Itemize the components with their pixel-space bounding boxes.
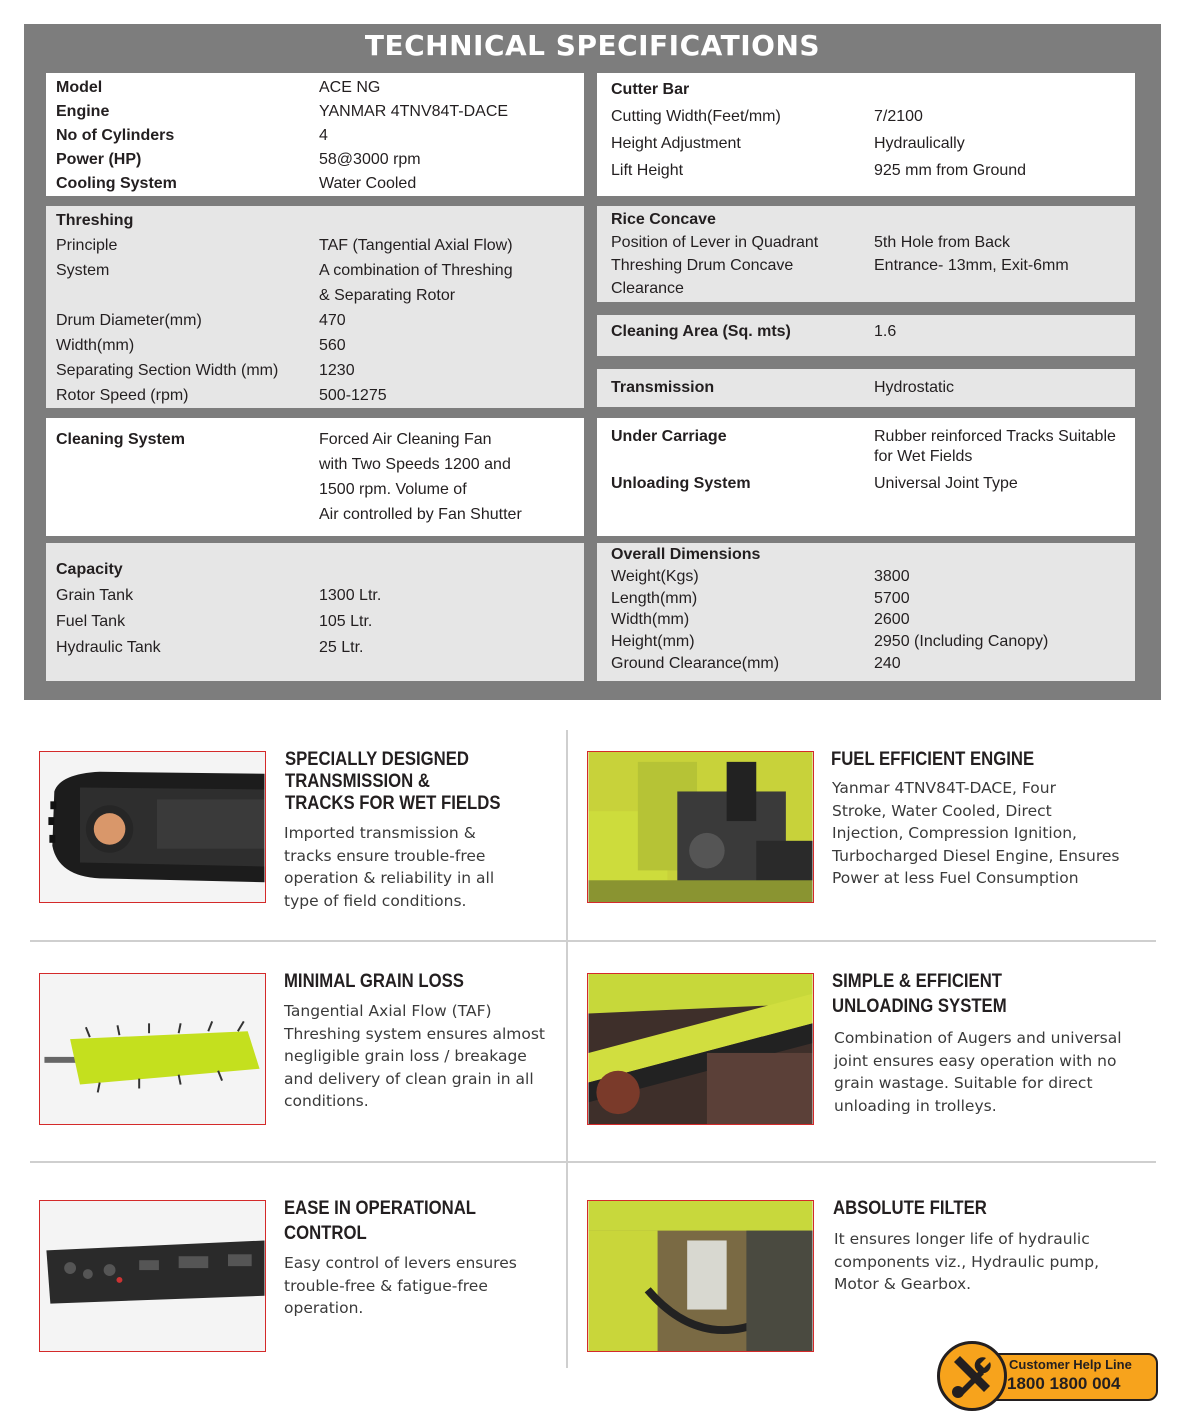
spec-row xyxy=(56,258,574,283)
spec-row xyxy=(611,376,1121,400)
dimensions-block xyxy=(597,543,1135,681)
spec-label: Rotor Speed (rpm) xyxy=(56,387,189,404)
spec-value: Entrance- 13mm, Exit-6mm xyxy=(874,257,1069,274)
filter-illustration xyxy=(588,1201,813,1351)
spec-row xyxy=(56,76,574,100)
spec-label: Transmission xyxy=(611,379,715,396)
spec-value: 5700 xyxy=(874,589,910,607)
spec-row xyxy=(56,427,574,527)
text-line: trouble-free & fatigue-free xyxy=(284,1276,488,1295)
spec-label: Height Adjustment xyxy=(611,135,741,152)
spec-label: Width(mm) xyxy=(611,611,690,629)
engine-image xyxy=(587,751,814,903)
feature-title xyxy=(831,749,1034,771)
feature-text xyxy=(284,1000,545,1113)
spec-row xyxy=(611,474,1121,494)
threshing-block xyxy=(46,206,584,408)
spec-row xyxy=(56,609,574,635)
dimensions-heading: Overall Dimensions xyxy=(611,546,761,563)
filter-image xyxy=(587,1200,814,1352)
spec-row xyxy=(611,427,1121,467)
feature-text xyxy=(834,1228,1099,1296)
spec-label: Cleaning Area (Sq. mts) xyxy=(611,323,791,340)
rice-concave-block xyxy=(597,206,1135,302)
title-line: CONTROL xyxy=(284,1223,367,1244)
feature-title xyxy=(285,749,501,815)
column-divider xyxy=(566,730,568,1368)
spec-row xyxy=(56,358,574,383)
text-line: components viz., Hydraulic pump, xyxy=(834,1252,1100,1271)
spec-label: Weight(Kgs) xyxy=(611,567,699,585)
spec-label: Cleaning System xyxy=(56,431,185,448)
text-line: Easy control of levers ensures xyxy=(284,1254,517,1272)
spec-value: 925 mm from Ground xyxy=(874,162,1027,179)
spec-label: Principle xyxy=(56,237,118,254)
row-divider xyxy=(30,940,1156,942)
text-line: Imported transmission & xyxy=(284,824,476,842)
feature-title xyxy=(833,1198,987,1220)
spec-row xyxy=(56,233,574,258)
spec-row xyxy=(56,635,574,661)
spec-value: Universal Joint Type xyxy=(874,475,1018,492)
spec-value: 4 xyxy=(319,127,328,144)
text-line: Tangential Axial Flow (TAF) xyxy=(284,1002,492,1020)
spec-value: 3800 xyxy=(874,567,910,585)
spec-label: Unloading System xyxy=(611,475,751,492)
cleaning-line: 1500 rpm. Volume of xyxy=(319,481,467,498)
spec-label: No of Cylinders xyxy=(56,127,175,144)
spec-value: 25 Ltr. xyxy=(319,639,364,656)
text-line: unloading in trolleys. xyxy=(834,1096,997,1115)
spec-row xyxy=(56,333,574,358)
spec-value: 500-1275 xyxy=(319,387,387,404)
spec-value: 2950 (Including Canopy) xyxy=(874,633,1049,651)
spec-label: Engine xyxy=(56,103,110,120)
spec-row xyxy=(56,124,574,148)
cleaning-line: Forced Air Cleaning Fan xyxy=(319,431,492,448)
spec-value: 1230 xyxy=(319,362,355,379)
spec-label: Under Carriage xyxy=(611,428,727,445)
spec-row xyxy=(611,320,1121,344)
text-line: Stroke, Water Cooled, Direct xyxy=(832,801,1052,820)
spec-value: A combination of Threshing xyxy=(319,262,513,279)
text-line: Injection, Compression Ignition, xyxy=(832,824,1077,842)
text-line: operation & reliability in all xyxy=(284,869,495,887)
help-line-badge[interactable] xyxy=(937,1341,1160,1411)
tracks-image xyxy=(39,751,266,903)
spec-value: 240 xyxy=(874,654,901,672)
spec-value: 2600 xyxy=(874,611,910,629)
spec-value: 1.6 xyxy=(874,323,897,340)
spec-label: System xyxy=(56,262,110,279)
text-line: conditions. xyxy=(284,1092,369,1110)
spec-row xyxy=(56,383,574,408)
spec-value: ACE NG xyxy=(319,79,381,96)
cutter-bar-heading: Cutter Bar xyxy=(611,81,690,98)
text-line: Yanmar 4TNV84T-DACE, Four xyxy=(832,779,1056,797)
rotor-illustration xyxy=(40,974,265,1124)
spec-row xyxy=(611,588,1121,610)
rotor-image xyxy=(39,973,266,1125)
spec-value: 58@3000 rpm xyxy=(319,151,421,168)
spec-row xyxy=(611,653,1121,675)
text-line: tracks ensure trouble-free xyxy=(284,846,486,865)
spec-label: Threshing Drum Concave xyxy=(611,257,794,274)
title-line: UNLOADING SYSTEM xyxy=(832,996,1007,1017)
spec-row xyxy=(611,609,1121,631)
tools-icon xyxy=(940,1344,1004,1408)
text-line: type of field conditions. xyxy=(284,891,467,910)
spec-value: 560 xyxy=(319,337,346,354)
spec-row xyxy=(56,308,574,333)
spec-row xyxy=(56,148,574,172)
title-line: EASE IN OPERATIONAL xyxy=(284,1198,476,1219)
threshing-heading: Threshing xyxy=(56,212,134,229)
spec-row xyxy=(611,130,1121,157)
spec-value xyxy=(874,427,1121,467)
cleaning-area-block xyxy=(597,315,1135,356)
spec-label: Position of Lever in Quadrant xyxy=(611,234,819,251)
spec-label: Lift Height xyxy=(611,162,684,179)
spec-label: Fuel Tank xyxy=(56,613,126,630)
text-line: It ensures longer life of hydraulic xyxy=(834,1230,1090,1248)
feature-text xyxy=(832,777,1119,890)
spec-label: Separating Section Width (mm) xyxy=(56,362,279,379)
title-line: MINIMAL GRAIN LOSS xyxy=(284,971,464,992)
spec-row xyxy=(56,583,574,609)
cleaning-system-block xyxy=(46,418,584,536)
spec-value: 5th Hole from Back xyxy=(874,234,1011,251)
rice-concave-heading: Rice Concave xyxy=(611,211,716,228)
spec-row xyxy=(56,283,574,308)
spec-row xyxy=(611,254,1121,277)
spec-value xyxy=(874,277,1121,300)
text-line: operation. xyxy=(284,1299,364,1317)
transmission-block xyxy=(597,369,1135,407)
spec-row xyxy=(611,566,1121,588)
spec-value: Water Cooled xyxy=(319,175,417,192)
help-line-label: Customer Help Line xyxy=(1009,1357,1132,1372)
row-divider xyxy=(30,1161,1156,1163)
spec-row xyxy=(611,157,1121,184)
feature-title xyxy=(832,971,1007,1018)
spec-label: Height(mm) xyxy=(611,633,695,651)
capacity-block xyxy=(46,543,584,681)
spec-value: 105 Ltr. xyxy=(319,613,373,630)
spec-label: Ground Clearance(mm) xyxy=(611,654,780,672)
unloading-illustration xyxy=(588,974,813,1124)
text-line: Turbocharged Diesel Engine, Ensures xyxy=(832,846,1120,865)
spec-value: 7/2100 xyxy=(874,108,923,125)
spec-value: & Separating Rotor xyxy=(319,287,456,304)
text-line: Power at less Fuel Consumption xyxy=(832,869,1079,887)
text-line: negligible grain loss / breakage xyxy=(284,1047,527,1065)
text-line: Threshing system ensures almost xyxy=(284,1024,545,1043)
spec-label: Length(mm) xyxy=(611,589,698,607)
engine-illustration xyxy=(588,752,813,902)
carriage-line: for Wet Fields xyxy=(874,448,973,465)
spec-row xyxy=(611,103,1121,130)
carriage-line: Rubber reinforced Tracks Suitable xyxy=(874,428,1116,445)
feature-title xyxy=(284,1198,476,1245)
spec-label: Drum Diameter(mm) xyxy=(56,312,202,329)
spec-value: TAF (Tangential Axial Flow) xyxy=(319,237,513,254)
capacity-heading: Capacity xyxy=(56,561,123,578)
controls-image xyxy=(39,1200,266,1352)
text-line: grain wastage. Suitable for direct xyxy=(834,1074,1093,1092)
spec-label: Hydraulic Tank xyxy=(56,639,161,656)
text-line: joint ensures easy operation with no xyxy=(834,1051,1117,1070)
spec-row xyxy=(611,277,1121,300)
spec-label: Grain Tank xyxy=(56,587,134,604)
title-line: SIMPLE & EFFICIENT xyxy=(832,971,1003,992)
spec-label: Cooling System xyxy=(56,175,177,192)
spec-label: Width(mm) xyxy=(56,337,135,354)
title-line: ABSOLUTE FILTER xyxy=(833,1198,987,1219)
unloading-image xyxy=(587,973,814,1125)
cleaning-line: Air controlled by Fan Shutter xyxy=(319,506,522,523)
spec-value: YANMAR 4TNV84T-DACE xyxy=(319,103,509,120)
spec-label xyxy=(56,283,319,308)
carriage-block xyxy=(597,418,1135,536)
feature-text xyxy=(284,822,494,912)
spec-label: Cutting Width(Feet/mm) xyxy=(611,108,781,125)
help-line-circle xyxy=(937,1341,1007,1411)
help-line-number[interactable]: 1800 1800 004 xyxy=(1007,1374,1121,1393)
feature-text xyxy=(834,1027,1122,1117)
cutter-bar-block xyxy=(597,73,1135,196)
engine-block xyxy=(46,73,584,196)
title-line: TRANSMISSION & xyxy=(285,771,430,792)
spec-value xyxy=(319,427,574,527)
feature-title xyxy=(284,971,464,993)
spec-row xyxy=(56,100,574,124)
title-line: TRACKS FOR WET FIELDS xyxy=(285,793,501,814)
text-line: Motor & Gearbox. xyxy=(834,1275,972,1293)
spec-value: Hydrostatic xyxy=(874,379,955,396)
spec-title: TECHNICAL SPECIFICATIONS xyxy=(364,29,821,62)
title-line: FUEL EFFICIENT ENGINE xyxy=(831,749,1035,770)
cleaning-line: with Two Speeds 1200 and xyxy=(319,456,511,473)
spec-label: Power (HP) xyxy=(56,151,142,168)
text-line: Combination of Augers and universal xyxy=(834,1029,1122,1047)
spec-row xyxy=(56,172,574,196)
text-line: and delivery of clean grain in all xyxy=(284,1069,534,1088)
title-line: SPECIALLY DESIGNED xyxy=(285,749,469,770)
controls-illustration xyxy=(40,1201,265,1351)
feature-text xyxy=(284,1252,517,1320)
spec-value: Hydraulically xyxy=(874,135,965,152)
spec-label: Model xyxy=(56,79,103,96)
spec-row xyxy=(611,231,1121,254)
spec-value: 470 xyxy=(319,312,346,329)
spec-label: Clearance xyxy=(611,280,684,297)
tracks-illustration xyxy=(40,752,265,902)
spec-value: 1300 Ltr. xyxy=(319,587,382,604)
spec-row xyxy=(611,631,1121,653)
